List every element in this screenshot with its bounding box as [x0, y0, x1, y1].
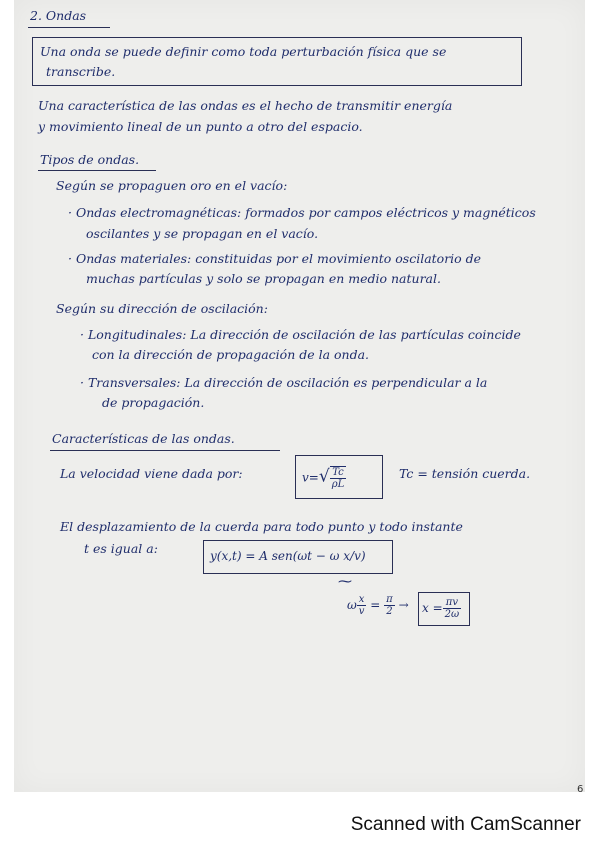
by-medium-label: Según se propaguen oro en el vacío: — [56, 178, 288, 193]
velocity-denominator: ρL — [331, 479, 345, 490]
camscanner-footer: Scanned with CamScanner — [350, 814, 581, 835]
longitudinal-line-1: · Longitudinales: La dirección de oscilación de las partículas coincide — [80, 327, 521, 342]
displacement-line-2: t es igual a: — [84, 541, 158, 556]
derivation-lhs-den: v — [358, 606, 365, 617]
tension-note: Tc = tensión cuerda. — [399, 466, 531, 481]
result-num: πv — [443, 597, 462, 609]
types-heading: Tipos de ondas. — [40, 152, 140, 167]
velocity-numerator: Tc — [330, 467, 347, 479]
types-heading-underline — [38, 170, 156, 171]
definition-line-1: Una onda se puede definir como toda perturbación física que se — [40, 44, 447, 59]
intro-line-2: y movimiento lineal de un punto a otro del espacio. — [38, 119, 363, 134]
sqrt-icon: √ — [318, 466, 330, 487]
heading-underline — [28, 27, 110, 28]
result-lhs: x = — [422, 601, 443, 615]
definition-line-2: transcribe. — [46, 64, 116, 79]
velocity-fraction — [330, 466, 347, 490]
longitudinal-line-2: con la dirección de propagación de la onda. — [92, 347, 370, 362]
derivation-equation — [347, 594, 409, 617]
velocity-formula — [302, 466, 346, 490]
em-waves-line-2: oscilantes y se propagan en el vacío. — [86, 226, 319, 241]
displacement-formula: y(x,t) = A sen(ωt − ω x/v) — [210, 549, 366, 563]
derivation-lhs-num: x — [357, 594, 367, 606]
result-den: 2ω — [444, 609, 460, 620]
squiggle-mark-icon: ⁓ — [338, 574, 352, 590]
intro-line-1: Una característica de las ondas es el hecho de transmitir energía — [38, 98, 453, 113]
arrow-right-icon: → — [398, 598, 409, 612]
transversal-line-1: · Transversales: La dirección de oscilación es perpendicular a la — [80, 375, 488, 390]
page-heading: 2. Ondas — [30, 8, 87, 23]
material-waves-line-2: muchas partículas y solo se propagan en medio natural. — [86, 271, 441, 286]
transversal-line-2: de propagación. — [102, 395, 205, 410]
derivation-equals: = — [370, 598, 381, 612]
material-waves-line-1: · Ondas materiales: constituidas por el movimiento oscilatorio de — [68, 251, 482, 266]
derivation-omega: ω — [347, 598, 357, 612]
result-formula — [422, 597, 461, 620]
derivation-mid-fraction — [384, 594, 395, 617]
characteristics-underline — [50, 450, 280, 451]
velocity-formula-lhs: v= — [302, 470, 319, 485]
em-waves-line-1: · Ondas electromagnéticas: formados por campos eléctricos y magnéticos — [68, 205, 536, 220]
derivation-lhs-fraction — [357, 594, 367, 617]
derivation-mid-den: 2 — [386, 606, 393, 617]
by-direction-label: Según su dirección de oscilación: — [56, 301, 268, 316]
result-fraction — [443, 597, 462, 620]
derivation-mid-num: π — [386, 594, 393, 605]
page-edge-mark: 6 — [577, 784, 584, 795]
velocity-text: La velocidad viene dada por: — [60, 466, 243, 481]
characteristics-heading: Características de las ondas. — [52, 431, 235, 446]
displacement-line-1: El desplazamiento de la cuerda para todo punto y todo instante — [60, 519, 463, 534]
